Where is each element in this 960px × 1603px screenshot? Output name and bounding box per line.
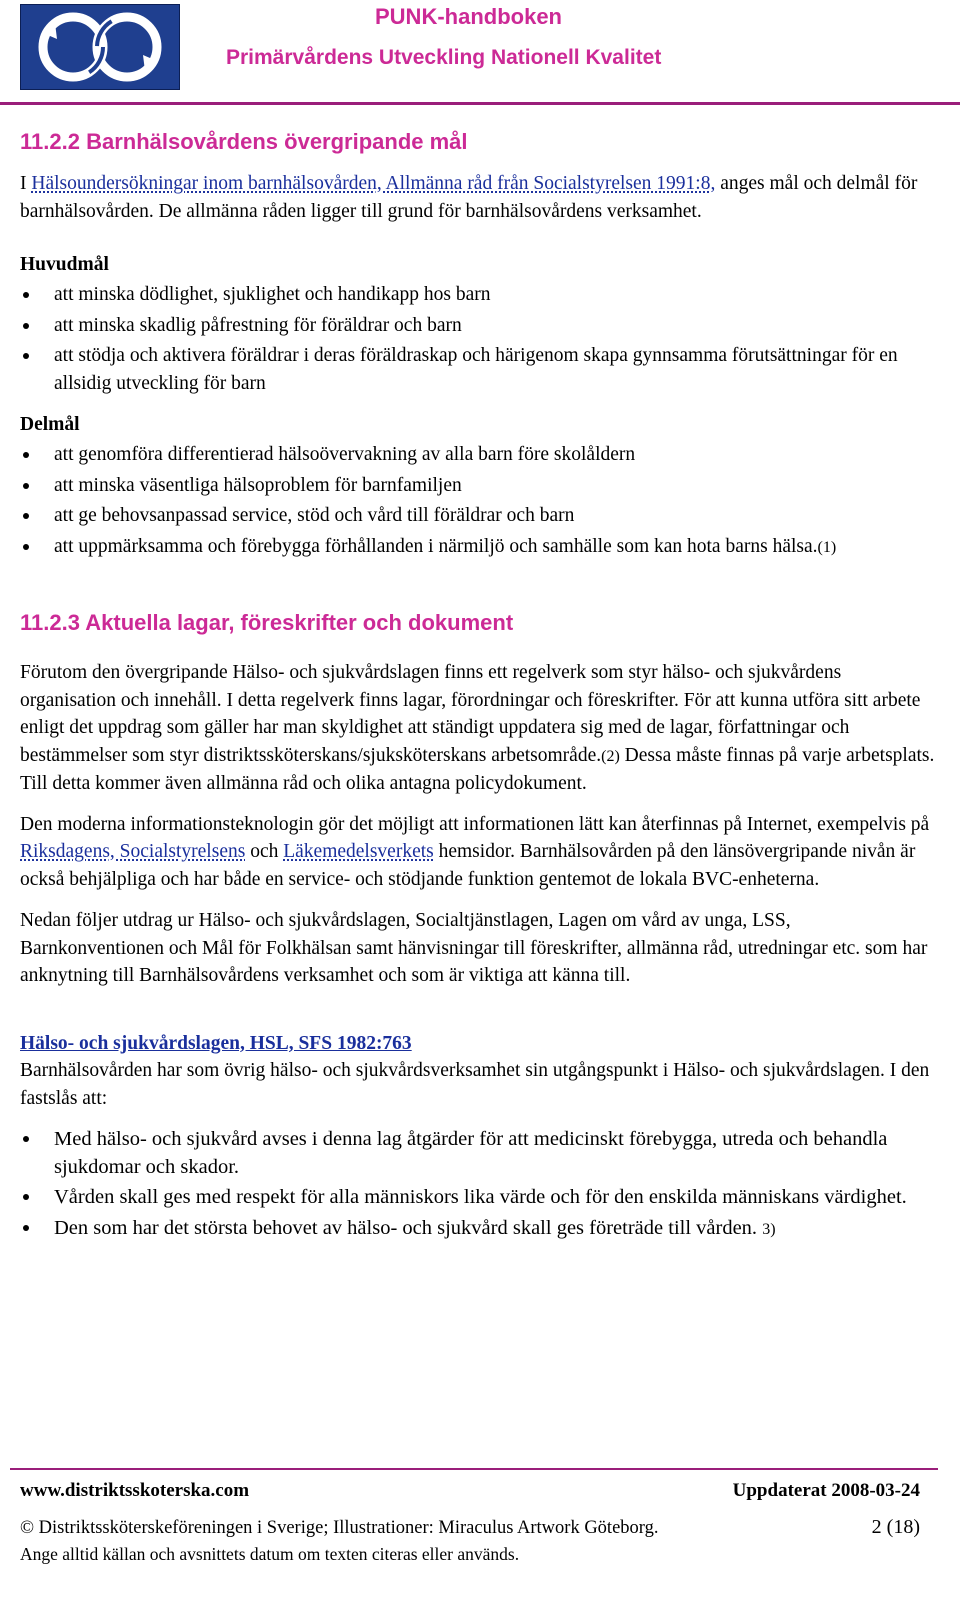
paragraph-text: och	[245, 841, 284, 862]
section-heading-goals: 11.2.2 Barnhälsovårdens övergripande mål	[20, 129, 468, 154]
reference-marker: (2)	[601, 747, 620, 765]
footer-citation-note: Ange alltid källan och avsnittets datum om texten citeras eller används.	[20, 1544, 520, 1564]
document-title: PUNK-handboken	[375, 4, 562, 29]
list-item: Vården skall ges med respekt för alla människors lika värde och för den enskilda människans värdighet.	[54, 1184, 938, 1212]
main-content	[20, 128, 938, 1243]
footer-copyright: © Distriktssköterskeföreningen i Sverige; Illustrationer: Miraculus Artwork Göteborg.	[20, 1518, 659, 1538]
list-item	[54, 533, 938, 562]
list-item: att minska dödlighet, sjuklighet och handikapp hos barn	[54, 281, 938, 309]
hsl-law-link[interactable]: Hälso- och sjukvårdslagen, HSL, SFS 1982:763	[20, 1032, 412, 1054]
hsl-intro: Barnhälsovården har som övrig hälso- och sjukvårdsverksamhet sin utgångspunkt i Hälso- och sjukvårdslagen. I den fastslås att:	[20, 1060, 930, 1109]
main-goals-list	[20, 281, 938, 397]
document-subtitle: Primärvårdens Utveckling Nationell Kvalitet	[226, 46, 662, 69]
laws-paragraph-1	[20, 659, 938, 798]
laws-paragraph-3: Nedan följer utdrag ur Hälso- och sjukvårdslagen, Socialtjänstlagen, Lagen om vård av unga, LSS, Barnkonventionen och Mål för Folkhälsan samt hänvisningar till föreskrifter, allmänna råd, utredningar etc. som har anknytning till Barnhälsovårdens verksamhet och som är viktiga att känna till.	[20, 910, 928, 986]
sub-goals-heading: Delmål	[20, 414, 80, 435]
list-item: att genomföra differentierad hälsoövervakning av alla barn före skolåldern	[54, 441, 938, 469]
intro-text: anges mål och delmål för barnhälsovården. De allmänna råden ligger till grund för barnhälsovårdens verksamhet.	[20, 173, 918, 222]
logo	[20, 4, 180, 90]
page-number: 2 (18)	[871, 1516, 920, 1538]
list-item: att ge behovsanpassad service, stöd och vård till föräldrar och barn	[54, 502, 938, 530]
riksdagen-socialstyrelsen-link[interactable]: Riksdagens, Socialstyrelsens	[20, 841, 246, 862]
footer-url: www.distriktsskoterska.com	[20, 1480, 250, 1501]
footer-divider	[10, 1468, 938, 1470]
paragraph-text: hemsidor. Barnhälsovården på den länsövergripande nivån är också behjälpliga och har både en service- och stödjande funktion gentemot de lokala BVC-enheterna.	[20, 841, 916, 890]
guidelines-link[interactable]: Hälsoundersökningar inom barnhälsovården, Allmänna råd från Socialstyrelsen 1991:8,	[31, 173, 716, 194]
footer-updated: Uppdaterat 2008-03-24	[732, 1480, 920, 1501]
main-goals-heading: Huvudmål	[20, 254, 109, 275]
hsl-link-line	[20, 1030, 938, 1058]
paragraph-text: Dessa måste finnas på varje arbetsplats. Till detta kommer även allmänna råd och olika antagna policydokument.	[20, 744, 935, 794]
intro-text: I	[20, 173, 32, 194]
sub-goals-list	[20, 441, 938, 561]
paragraph-text: Förutom den övergripande Hälso- och sjukvårdslagen finns ett regelverk som styr hälso- och sjukvårdens organisation och innehåll. I detta regelverk finns lagar, förordningar och föreskrifter. För att kunna utföra sitt arbete enligt det uppdrag som gäller har man skyldighet att ständigt uppdatera sig med de lagar, författningar och bestämmelser som styr distriktssköterskans/sjuksköterskans arbetsområde.	[20, 662, 921, 766]
list-item: att minska skadlig påfrestning för föräldrar och barn	[54, 312, 938, 340]
list-item: att stödja och aktivera föräldrar i deras föräldraskap och härigenom skapa gynnsamma förutsättningar för en allsidig utveckling för barn	[54, 342, 938, 397]
reference-marker: 3)	[762, 1220, 776, 1238]
list-item: Med hälso- och sjukvård avses i denna lag åtgärder för att medicinskt förebygga, utreda och behandla sjukdomar och skador.	[54, 1126, 938, 1181]
circular-arrows-logo-icon	[21, 5, 179, 89]
list-item-text: Den som har det största behovet av hälso- och sjukvård skall ges företräde till vården.	[54, 1216, 758, 1239]
hsl-list	[20, 1126, 938, 1243]
lakemedelsverket-link[interactable]: Läkemedelsverkets	[283, 841, 434, 862]
paragraph-text: Den moderna informationsteknologin gör det möjligt att informationen lätt kan återfinnas på Internet, exempelvis på	[20, 813, 930, 835]
reference-marker: (1)	[817, 538, 837, 556]
list-item: att minska väsentliga hälsoproblem för barnfamiljen	[54, 472, 938, 500]
goals-intro	[20, 170, 938, 225]
header-divider	[0, 102, 960, 105]
section-heading-laws: 11.2.3 Aktuella lagar, föreskrifter och dokument	[20, 610, 514, 635]
laws-paragraph-2	[20, 811, 938, 894]
list-item	[54, 1215, 938, 1244]
list-item-text: att uppmärksamma och förebygga förhållanden i närmiljö och samhälle som kan hota barns hälsa.	[54, 535, 818, 557]
